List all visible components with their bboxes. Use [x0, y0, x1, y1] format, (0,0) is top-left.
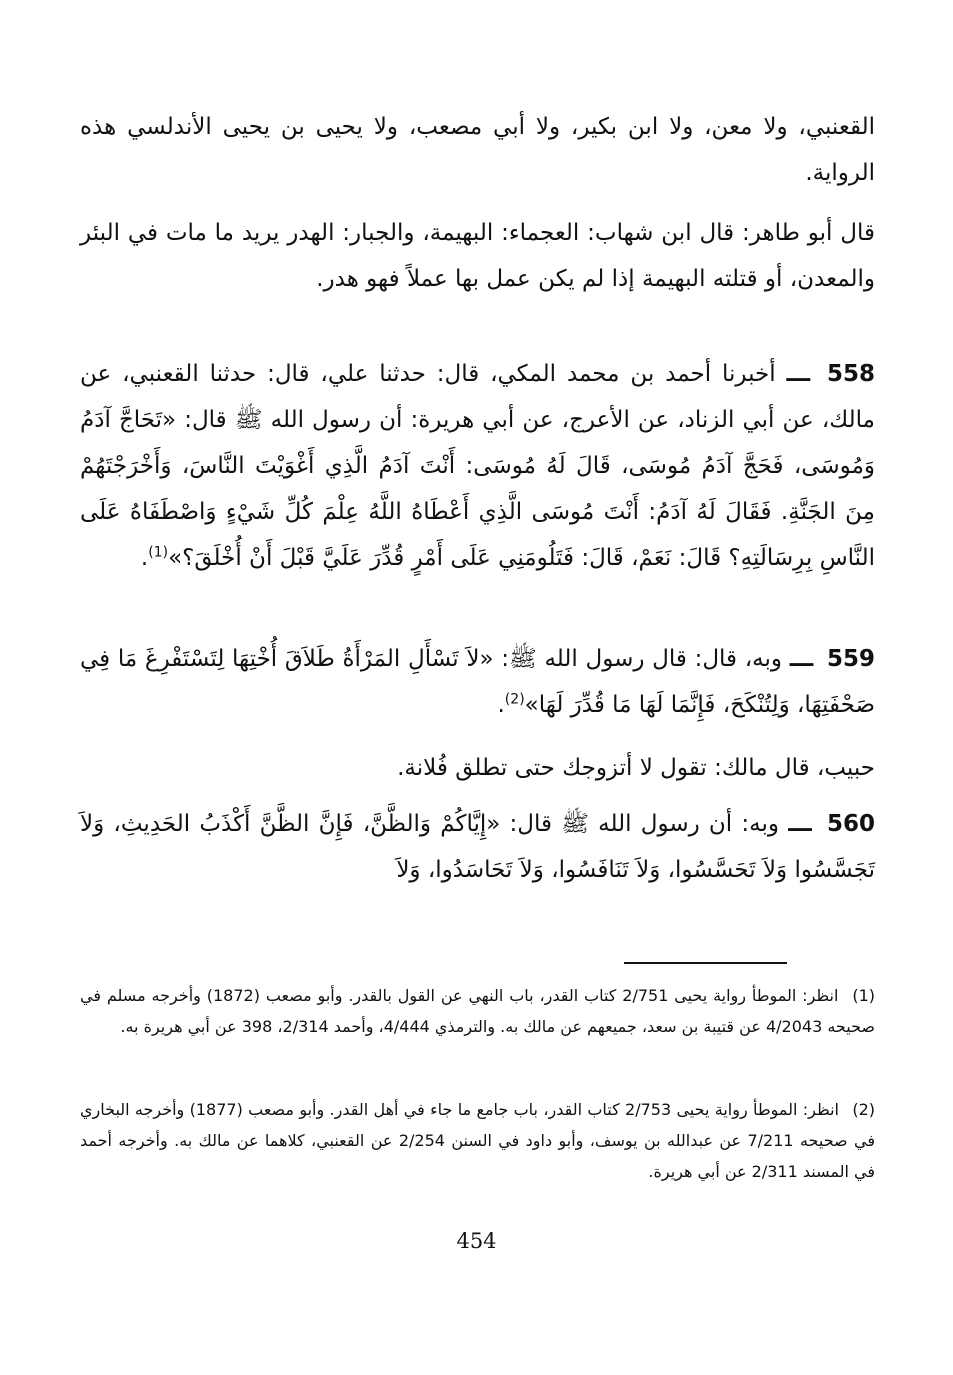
- paragraph-continuation: [80, 104, 875, 196]
- paragraph-abu-tahir: [80, 210, 875, 302]
- footnote-reference: (1): [148, 544, 169, 561]
- paragraph-text: القعنبي، ولا معن، ولا ابن بكير، ولا أبي مصعب، ولا يحيى بن يحيى الأندلسي هذه الرواية.: [80, 114, 875, 186]
- hadith-text: أخبرنا أحمد بن محمد المكي، قال: حدثنا علي، قال: حدثنا القعنبي، عن مالك، عن أبي الزناد، عن الأعرج، عن أبي هريرة: أن رسول الله ﷺ قال: «تَحَاجَّ آدَمُ وَمُوسَى، فَحَجَّ آدَمُ مُوسَى، قَالَ لَهُ مُوسَى: أَنْتَ آدَمُ الَّذِي أَغْوَيْتَ النَّاسَ، وَأَخْرَجْتَهُمْ مِنَ الجَنَّةِ. فَقَالَ لَهُ آدَمُ: أَنْتَ مُوسَى الَّذِي أَعْطَاهُ اللَّهُ عِلْمَ كُلِّ شَيْءٍ وَاصْطَفَاهُ عَلَى النَّاسِ بِرِسَالَتِهِ؟ قَالَ: نَعَمْ، قَالَ: فَتَلُومَنِي عَلَى أَمْرٍ قُدِّرَ عَلَيَّ قَبْلَ أَنْ أُخْلَقَ؟»: [80, 361, 875, 571]
- footnote-1: [80, 980, 875, 1042]
- footnote-text: انظر: الموطأ رواية يحيى 2/753 كتاب القدر، باب جامع ما جاء في أهل القدر. وأبو مصعب (1877) وأخرجه البخاري في صحيحه 7/211 عن عبدالله بن يوسف، وأبو داود في السنن 2/254 عن القعنبي، كلاهما عن مالك به. وأخرجه أحمد في المسند 2/311 عن أبي هريرة.: [80, 1100, 875, 1181]
- hadith-text: وبه: أن رسول الله ﷺ قال: «إِيَّاكُمْ وَالظَّنَّ، فَإِنَّ الظَّنَّ أَكْذَبُ الحَدِيثِ، وَلاَ تَجَسَّسُوا وَلاَ تَحَسَّسُوا، وَلاَ تَنَافَسُوا، وَلاَ تَحَاسَدُوا، وَلاَ: [80, 811, 875, 883]
- hadith-558: [80, 351, 875, 581]
- hadith-dash: ـــ: [788, 811, 812, 837]
- footnote-mark: (1): [852, 986, 875, 1005]
- hadith-559: [80, 636, 875, 728]
- hadith-end: .: [497, 692, 505, 718]
- hadith-number: 560: [826, 811, 875, 837]
- paragraph-malik-comment: [80, 745, 875, 791]
- footnote-2: [80, 1094, 875, 1187]
- page-number: 454: [456, 1229, 497, 1253]
- hadith-number: 559: [827, 646, 876, 672]
- paragraph-text: حبيب، قال مالك: تقول لا أتزوجك حتى تطلق فُلانة.: [397, 755, 875, 781]
- paragraph-text: قال أبو طاهر: قال ابن شهاب: العجماء: البهيمة، والجبار: الهدر يريد ما مات في البئر والمعدن، أو قتلته البهيمة إذا لم يكن عمل بها عملاً فهو هدر.: [80, 220, 875, 292]
- hadith-dash: ـــ: [789, 646, 814, 672]
- hadith-dash: ـــ: [786, 361, 811, 387]
- footnote-text: انظر: الموطأ رواية يحيى 2/751 كتاب القدر، باب النهي عن القول بالقدر. وأبو مصعب (1872) وأخرجه مسلم في صحيحه 4/2043 عن قتيبة بن سعد، جميعهم عن مالك به. والترمذي 4/444، وأحمد 2/314، 398 عن أبي هريرة به.: [80, 986, 875, 1036]
- footnote-mark: (2): [852, 1100, 876, 1119]
- hadith-number: 558: [826, 361, 875, 387]
- hadith-end: .: [140, 545, 149, 571]
- hadith-560: [80, 801, 875, 893]
- footnote-separator: [624, 962, 787, 964]
- footnote-reference: (2): [504, 691, 525, 708]
- hadith-text: وبه، قال: قال رسول الله ﷺ: «لاَ تَسْأَلِ المَرْأَةُ طَلاَقَ أُخْتِهَا لِتَسْتَفْرِغَ مَا فِي صَحْفَتِهَا، وَلِتُنْكَحَ، فَإِنَّمَا لَهَا مَا قُدِّرَ لَهَا»: [80, 646, 875, 718]
